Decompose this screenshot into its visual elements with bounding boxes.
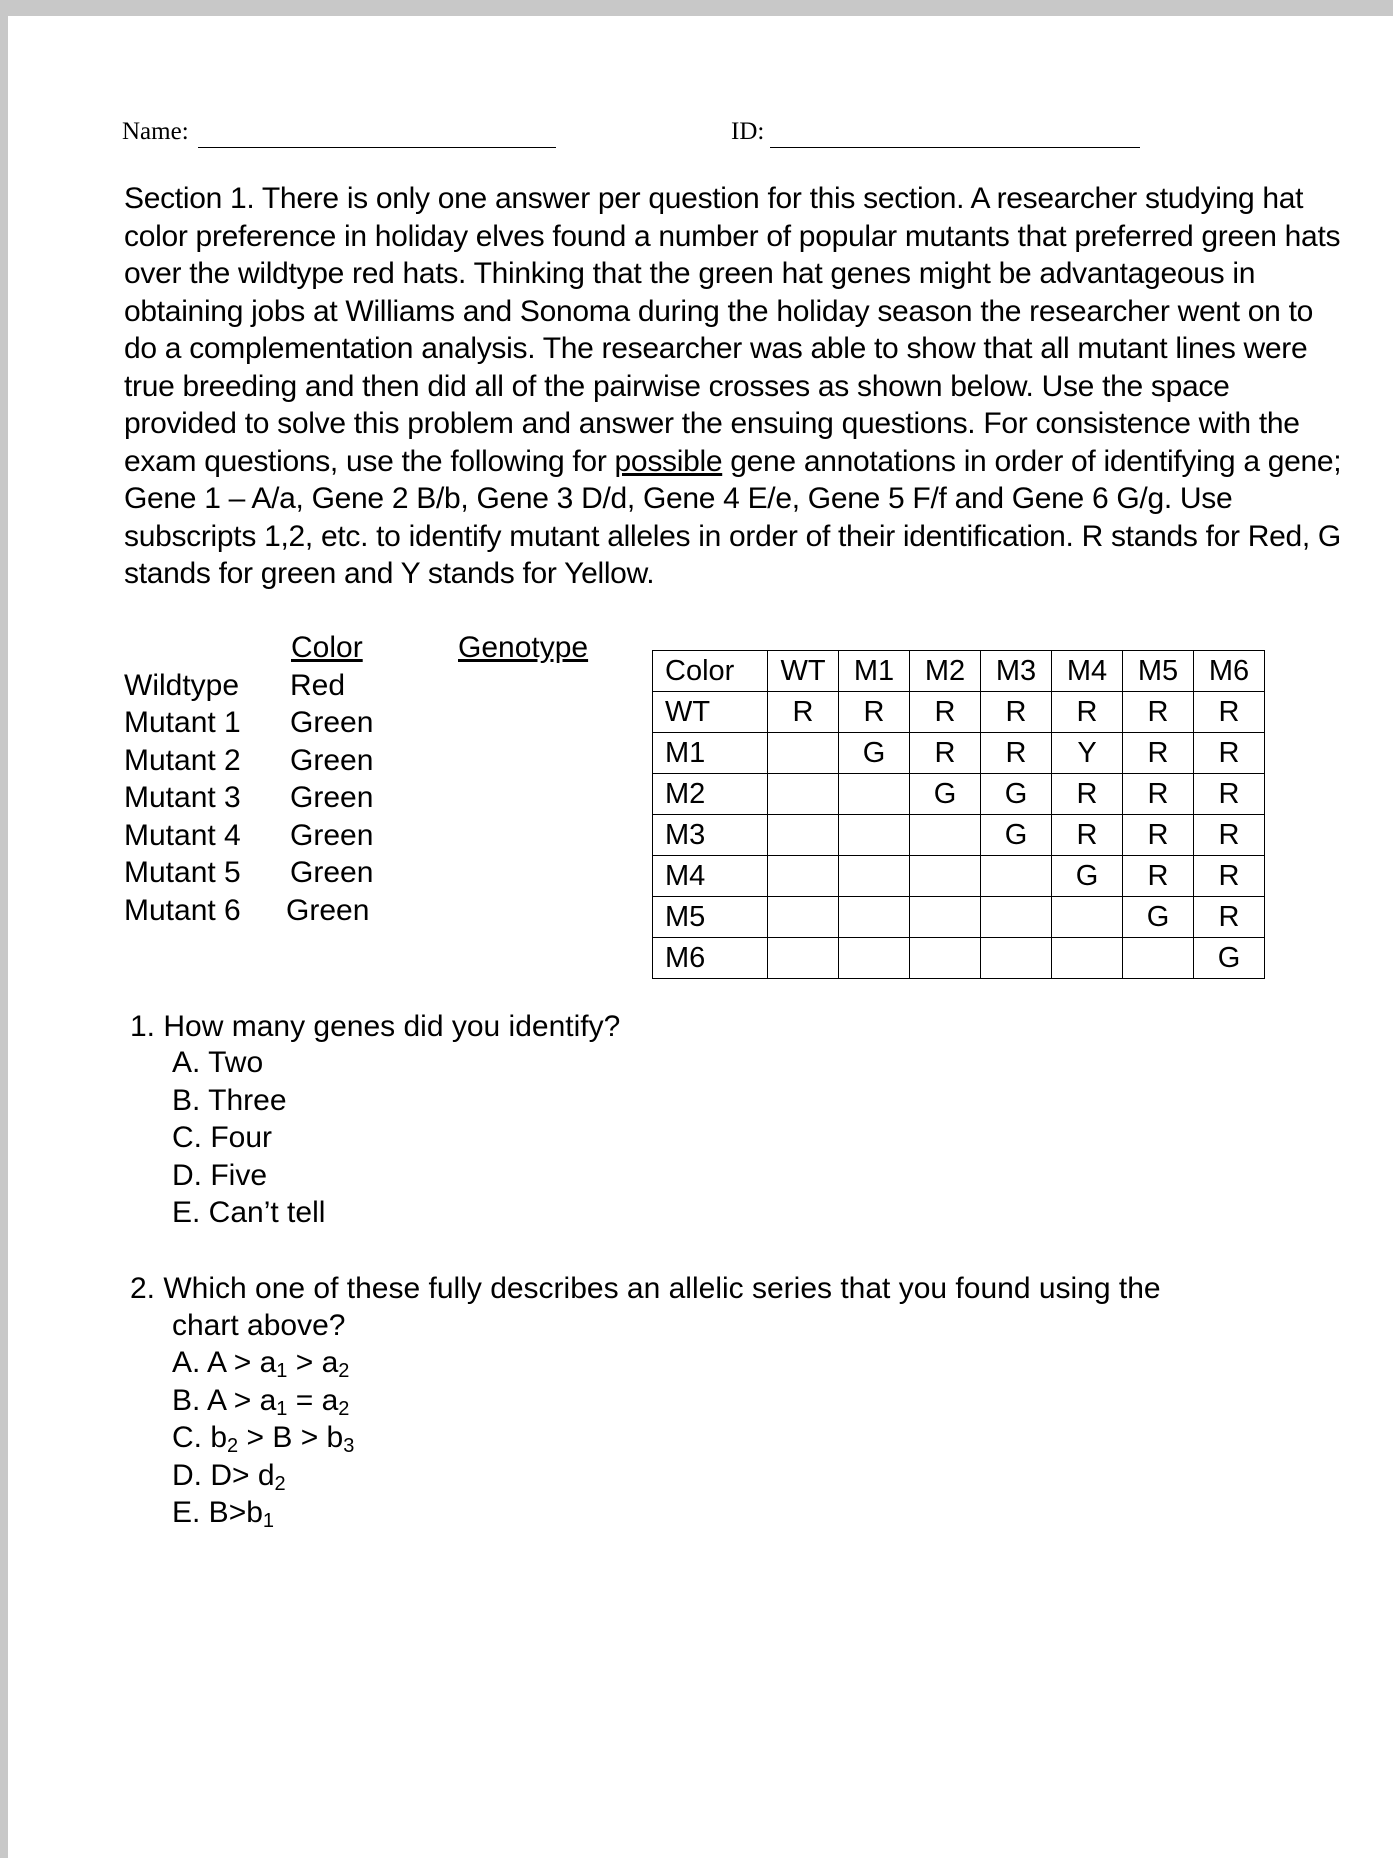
complementation-table <box>652 650 1265 979</box>
table-row <box>653 815 1265 856</box>
option-subscript: 2 <box>338 1398 350 1420</box>
table-cell: R <box>1052 815 1123 856</box>
legend-color: Green <box>290 706 374 739</box>
table-row-head: WT <box>653 692 768 733</box>
option-subscript: 1 <box>276 1360 288 1382</box>
option-subscript: 2 <box>338 1360 350 1382</box>
question-2-option-d <box>172 1459 286 1493</box>
table-cell <box>981 938 1052 979</box>
table-cell: R <box>768 692 839 733</box>
table-cell <box>839 815 910 856</box>
table-row <box>653 692 1265 733</box>
legend-name: Wildtype <box>124 669 240 702</box>
table-cell: R <box>1194 897 1265 938</box>
section-intro <box>124 180 1349 593</box>
table-row <box>653 938 1265 979</box>
table-cell <box>768 897 839 938</box>
option-text: A. A > a <box>172 1346 277 1379</box>
legend-color: Green <box>290 781 374 814</box>
legend-row <box>124 706 424 744</box>
table-cell: R <box>1194 733 1265 774</box>
table-cell: Y <box>1052 733 1123 774</box>
question-2-option-b <box>172 1384 349 1418</box>
table-cell <box>910 856 981 897</box>
table-cell: R <box>910 733 981 774</box>
option-text: E. B>b <box>172 1496 263 1529</box>
legend-row <box>124 744 424 782</box>
table-header-cell: M6 <box>1194 651 1265 692</box>
table-row <box>653 897 1265 938</box>
question-2-option-a <box>172 1346 349 1380</box>
option-text: D. D> d <box>172 1459 275 1492</box>
table-cell: R <box>1123 733 1194 774</box>
table-header-cell: M2 <box>910 651 981 692</box>
option-subscript: 1 <box>276 1398 288 1420</box>
table-cell <box>910 815 981 856</box>
legend-color: Green <box>290 856 374 889</box>
option-text: > a <box>287 1346 339 1379</box>
table-cell: R <box>1123 815 1194 856</box>
table-cell: G <box>981 774 1052 815</box>
table-cell <box>1052 897 1123 938</box>
legend-genotype-header: Genotype <box>458 631 589 664</box>
legend-color-header: Color <box>291 631 363 664</box>
legend-name: Mutant 3 <box>124 781 241 814</box>
table-cell <box>768 815 839 856</box>
legend-color: Green <box>290 819 374 852</box>
question-1-option: D. Five <box>172 1159 268 1192</box>
intro-text-1: Section 1. There is only one answer per question for this section. A researcher studying hat color preference in holiday elves found a number of popular mutants that preferred green hats over the wildtype red hats. Thinking that the green hat genes might be advantageous in obtaining jobs at Williams and Sonoma during the holiday season the researcher went on to do a complementation analysis. The researcher was able to show that all mutant lines were true breeding and then did all of the pairwise crosses as shown below. Use the space provided to solve this problem and answer the ensuing questions. For consistence with the exam questions, use the following for <box>124 182 1341 478</box>
option-subscript: 3 <box>343 1435 355 1457</box>
name-line <box>198 147 556 148</box>
table-header-cell: M4 <box>1052 651 1123 692</box>
table-cell <box>839 938 910 979</box>
table-row-head: M3 <box>653 815 768 856</box>
table-cell <box>768 938 839 979</box>
table-cell: G <box>1052 856 1123 897</box>
question-2-text: 2. Which one of these fully describes an allelic series that you found using the <box>130 1272 1161 1305</box>
table-row-head: M4 <box>653 856 768 897</box>
option-subscript: 1 <box>262 1510 275 1532</box>
table-cell <box>839 897 910 938</box>
question-2-text-cont: chart above? <box>172 1309 346 1342</box>
legend-row <box>124 669 424 707</box>
table-cell: R <box>1123 774 1194 815</box>
option-text: = a <box>287 1384 339 1417</box>
table-row-head: M2 <box>653 774 768 815</box>
table-cell <box>1052 938 1123 979</box>
table-header-cell: M1 <box>839 651 910 692</box>
legend-row <box>124 856 424 894</box>
table-cell: G <box>839 733 910 774</box>
table-cell: R <box>981 692 1052 733</box>
table-row <box>653 774 1265 815</box>
question-1-option: C. Four <box>172 1121 273 1154</box>
header <box>8 104 1393 144</box>
id-label: ID: <box>731 118 765 145</box>
table-cell: R <box>1123 856 1194 897</box>
legend-color: Red <box>290 669 346 702</box>
legend-name: Mutant 1 <box>124 706 241 739</box>
question-2-option-e <box>172 1496 274 1530</box>
intro-underlined-word: possible <box>614 444 723 478</box>
table-cell: R <box>1123 692 1194 733</box>
legend-color: Green <box>290 744 374 777</box>
option-subscript: 2 <box>227 1435 239 1457</box>
table-cell: R <box>1194 856 1265 897</box>
question-2-option-c <box>172 1421 354 1455</box>
table-cell: R <box>981 733 1052 774</box>
table-cell <box>839 774 910 815</box>
question-1-text: 1. How many genes did you identify? <box>130 1010 621 1043</box>
id-line <box>770 147 1140 148</box>
table-header-cell: M3 <box>981 651 1052 692</box>
table-header-cell: M5 <box>1123 651 1194 692</box>
table-cell <box>910 938 981 979</box>
legend-name: Mutant 4 <box>124 819 241 852</box>
table-cell: G <box>910 774 981 815</box>
table-cell <box>910 897 981 938</box>
table-cell: R <box>1194 815 1265 856</box>
table-row-head: M1 <box>653 733 768 774</box>
table-cell <box>768 856 839 897</box>
option-text: > B > b <box>238 1421 344 1454</box>
legend-row <box>124 894 424 932</box>
legend-name: Mutant 2 <box>124 744 241 777</box>
table-cell: G <box>1194 938 1265 979</box>
table-cell <box>839 856 910 897</box>
table-cell: R <box>1052 692 1123 733</box>
legend-row <box>124 819 424 857</box>
table-row-head: M6 <box>653 938 768 979</box>
worksheet-page <box>8 16 1393 1858</box>
table-cell: G <box>981 815 1052 856</box>
intro-text-2: gene annotations in order of identifying a gene; Gene 1 – A/a, Gene 2 B/b, Gene 3 D/d, Gene 4 E/e, Gene 5 F/f and Gene 6 G/g. Use subscripts 1,2, etc. to identify mutant alleles in order of their identification. R stands for Red, G stands for green and Y stands for Yellow. <box>124 444 1342 590</box>
legend-name: Mutant 6 <box>124 894 241 927</box>
table-row <box>653 733 1265 774</box>
table-cell <box>768 733 839 774</box>
table-cell: R <box>1194 774 1265 815</box>
table-cell: R <box>839 692 910 733</box>
table-cell: G <box>1123 897 1194 938</box>
question-1-option: B. Three <box>172 1084 287 1117</box>
legend-name: Mutant 5 <box>124 856 241 889</box>
option-text: B. A > a <box>172 1384 277 1417</box>
option-text: C. b <box>172 1421 228 1454</box>
table-cell <box>981 897 1052 938</box>
name-label: Name: <box>122 118 189 145</box>
table-row-head: M5 <box>653 897 768 938</box>
table-cell <box>1123 938 1194 979</box>
table-cell: R <box>1194 692 1265 733</box>
table-cell <box>768 774 839 815</box>
table-cell: R <box>910 692 981 733</box>
table-header-cell: Color <box>653 651 768 692</box>
table-header-cell: WT <box>768 651 839 692</box>
table-cell <box>981 856 1052 897</box>
legend-color: Green <box>286 894 370 927</box>
table-cell: R <box>1052 774 1123 815</box>
table-header-row <box>653 651 1265 692</box>
question-1-option: E. Can’t tell <box>172 1196 326 1229</box>
option-subscript: 2 <box>274 1473 286 1495</box>
question-1-option: A. Two <box>172 1046 264 1079</box>
legend-row <box>124 781 424 819</box>
table-row <box>653 856 1265 897</box>
